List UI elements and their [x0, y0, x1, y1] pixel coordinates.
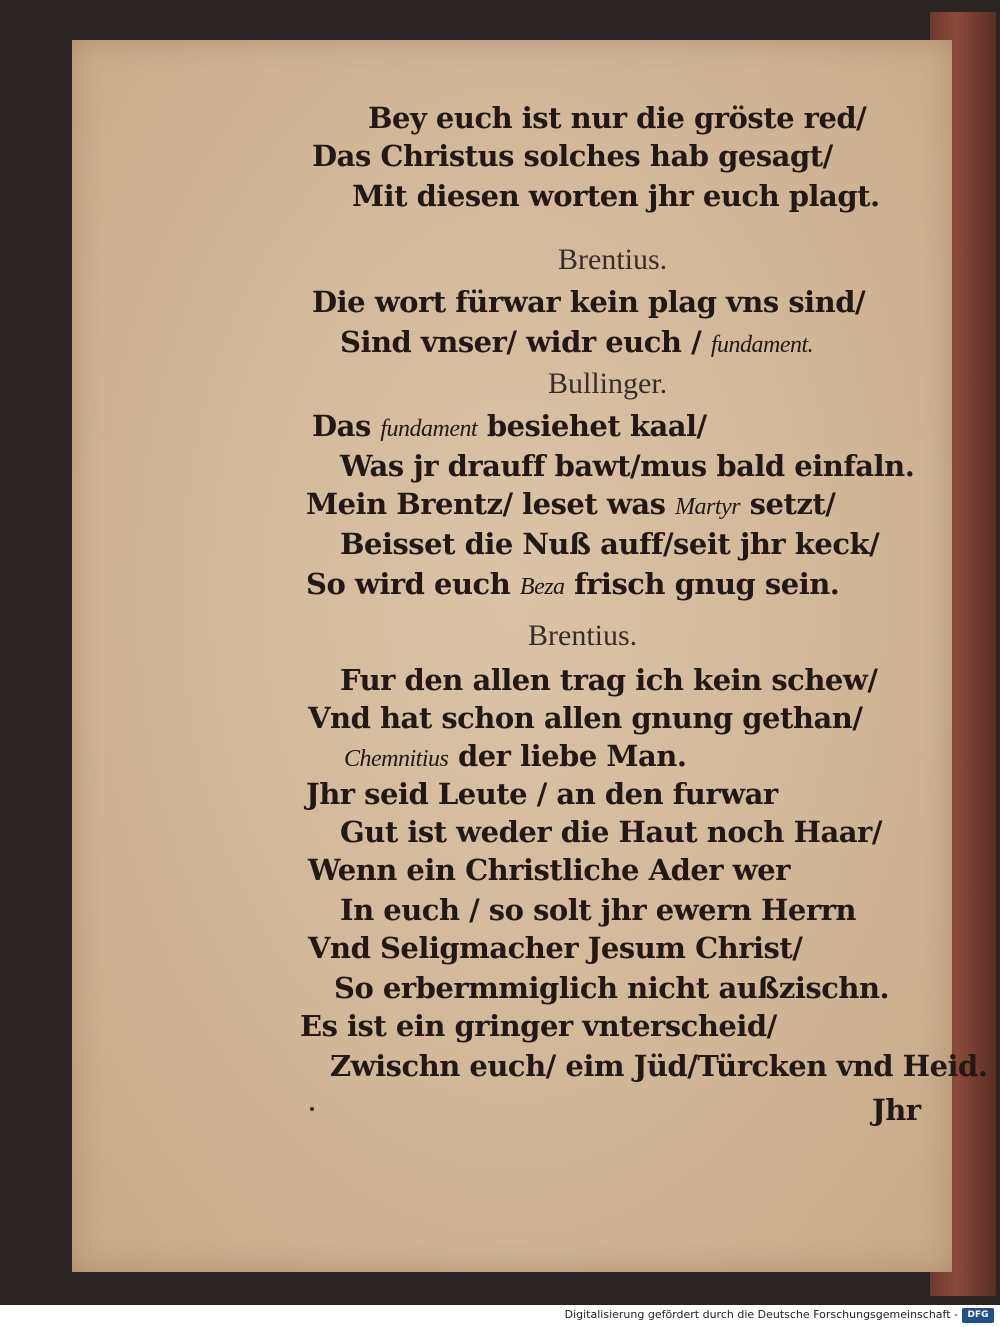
document-page [72, 40, 952, 1272]
verse-line: Die wort fürwar kein plag vns sind/ [312, 285, 866, 319]
verse-line: Vnd Seligmacher Jesum Christ/ [308, 931, 803, 965]
verse-line: Es ist ein gringer vnterscheid/ [300, 1009, 777, 1043]
verse-text: Sind vnser/ widr euch / [340, 325, 702, 359]
verse-line: Gut ist weder die Haut noch Haar/ [340, 815, 882, 849]
speaker-heading: Bullinger. [548, 367, 668, 400]
ink-speck [310, 1107, 314, 1111]
speaker-heading: Brentius. [558, 243, 668, 276]
verse-line: Bey euch ist nur die gröste red/ [368, 101, 867, 135]
verse-line: Wenn ein Christliche Ader wer [308, 853, 790, 887]
verse-line [340, 322, 813, 365]
verse-text: Mein Brentz/ leset was [306, 487, 666, 521]
verse-line: So erbermmiglich nicht außzischn. [334, 971, 890, 1005]
verse-text: Das [312, 409, 371, 443]
dfg-logo: DFG [962, 1308, 994, 1323]
verse-line: Das Christus solches hab gesagt/ [312, 139, 833, 173]
verse-text: frisch gnug sein. [574, 567, 840, 601]
verse-line [306, 484, 835, 527]
verse-line [312, 406, 707, 449]
verse-line: Fur den allen trag ich kein schew/ [340, 663, 878, 697]
verse-line: Beisset die Nuß auff/seit jhr keck/ [340, 527, 880, 561]
latin-term: fundament [380, 416, 478, 442]
verse-line: Zwischn euch/ eim Jüd/Türcken vnd Heid. [330, 1049, 988, 1083]
verse-text: besiehet kaal/ [486, 409, 707, 443]
latin-term: fundament. [710, 332, 814, 358]
verse-line [344, 736, 686, 779]
verse-line: Mit diesen worten jhr euch plagt. [352, 179, 880, 213]
latin-term: Beza [519, 574, 565, 600]
verse-line: Was jr drauff bawt/mus bald einfaln. [340, 449, 915, 483]
funding-credit: Digitalisierung gefördert durch die Deutsche Forschungsgemeinschaft - [564, 1308, 958, 1321]
catchword: Jhr [872, 1093, 921, 1127]
latin-term: Martyr [675, 494, 741, 520]
verse-line: Vnd hat schon allen gnung gethan/ [308, 701, 863, 735]
verse-line: Jhr seid Leute / an den furwar [306, 777, 778, 811]
verse-text: setzt/ [749, 487, 836, 521]
verse-text: So wird euch [306, 567, 511, 601]
verse-text: der liebe Man. [457, 739, 687, 773]
latin-term: Chemnitius [344, 746, 449, 772]
verse-line [306, 564, 839, 607]
verse-line: In euch / so solt jhr ewern Herrn [340, 893, 857, 927]
speaker-heading: Brentius. [528, 619, 638, 652]
footer-bar [0, 1305, 1000, 1327]
